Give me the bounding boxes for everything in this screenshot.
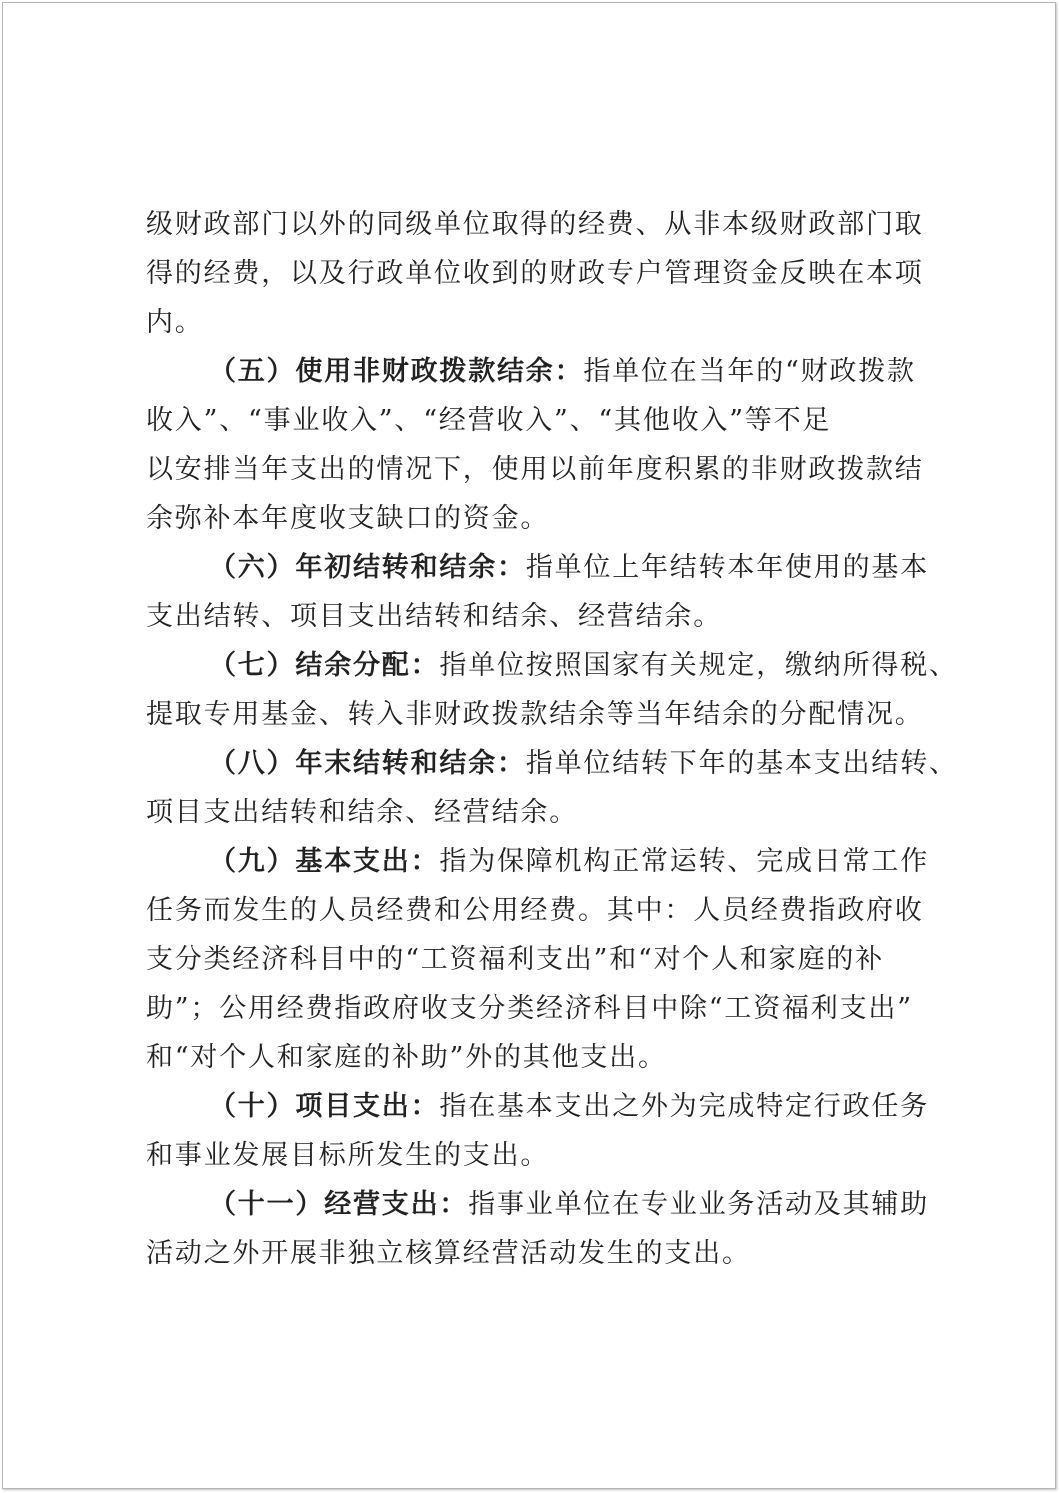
line-text: 指单位在当年的“财政拨款	[583, 356, 916, 387]
document-page	[2, 2, 1056, 1489]
line-text: 活动之外开展非独立核算经营活动发生的支出。	[146, 1238, 751, 1269]
section-6-first-line	[146, 543, 946, 592]
text-line	[146, 249, 946, 298]
section-7-first-line	[146, 641, 958, 690]
line-text: 收入”、“事业收入”、“经营收入”、“其他收入”等不足	[146, 405, 832, 436]
line-text: 提取专用基金、转入非财政拨款结余等当年结余的分配情况。	[146, 699, 924, 730]
line-text: 以安排当年支出的情况下，使用以前年度积累的非财政拨款结	[146, 454, 924, 485]
section-8-heading: （八）年末结转和结余：	[209, 748, 526, 779]
line-text: 项目支出结转和结余、经营结余。	[146, 797, 578, 828]
line-text: 内。	[146, 307, 204, 338]
line-text: 指单位结转下年的基本支出结转、	[525, 748, 958, 779]
section-5-first-line	[146, 347, 946, 396]
section-6-heading: （六）年初结转和结余：	[209, 552, 526, 583]
line-text: 余弥补本年度收支缺口的资金。	[146, 503, 550, 534]
section-9-heading: （九）基本支出：	[209, 846, 440, 877]
text-line	[146, 1229, 946, 1278]
section-11-first-line	[146, 1180, 946, 1229]
text-line	[146, 494, 946, 543]
body-text	[146, 200, 958, 1278]
text-line	[146, 935, 946, 984]
line-text: 指单位按照国家有关规定，缴纳所得税、	[439, 650, 958, 681]
text-line	[146, 690, 946, 739]
line-text: 级财政部门以外的同级单位取得的经费、从非本级财政部门取	[146, 209, 924, 240]
section-11-heading: （十一）经营支出：	[209, 1189, 469, 1220]
text-line	[146, 1033, 946, 1082]
line-text: 得的经费，以及行政单位收到的财政专户管理资金反映在本项	[146, 258, 924, 289]
line-text: 指为保障机构正常运转、完成日常工作	[439, 846, 930, 877]
section-9-first-line	[146, 837, 946, 886]
text-line	[146, 396, 946, 445]
section-5-heading: （五）使用非财政拨款结余：	[209, 356, 584, 387]
line-text: 支分类经济科目中的“工资福利支出”和“对个人和家庭的补	[146, 944, 885, 975]
line-text: 任务而发生的人员经费和公用经费。其中：人员经费指政府收	[146, 895, 924, 926]
text-line	[146, 984, 946, 1033]
line-text: 和“对个人和家庭的补助”外的其他支出。	[146, 1042, 667, 1073]
section-8-first-line	[146, 739, 958, 788]
line-text: 指事业单位在专业业务活动及其辅助	[468, 1189, 930, 1220]
text-line	[146, 886, 946, 935]
text-line	[146, 445, 946, 494]
text-line	[146, 788, 946, 837]
line-text: 支出结转、项目支出结转和结余、经营结余。	[146, 601, 722, 632]
line-text: 助”；公用经费指政府收支分类经济科目中除“工资福利支出”	[146, 993, 913, 1024]
section-7-heading: （七）结余分配：	[209, 650, 440, 681]
text-line	[146, 1131, 946, 1180]
text-line	[146, 298, 946, 347]
line-text: 指在基本支出之外为完成特定行政任务	[439, 1091, 930, 1122]
text-line	[146, 592, 946, 641]
line-text: 和事业发展目标所发生的支出。	[146, 1140, 550, 1171]
line-text: 指单位上年结转本年使用的基本	[525, 552, 930, 583]
section-10-heading: （十）项目支出：	[209, 1091, 440, 1122]
section-10-first-line	[146, 1082, 946, 1131]
text-line	[146, 200, 946, 249]
